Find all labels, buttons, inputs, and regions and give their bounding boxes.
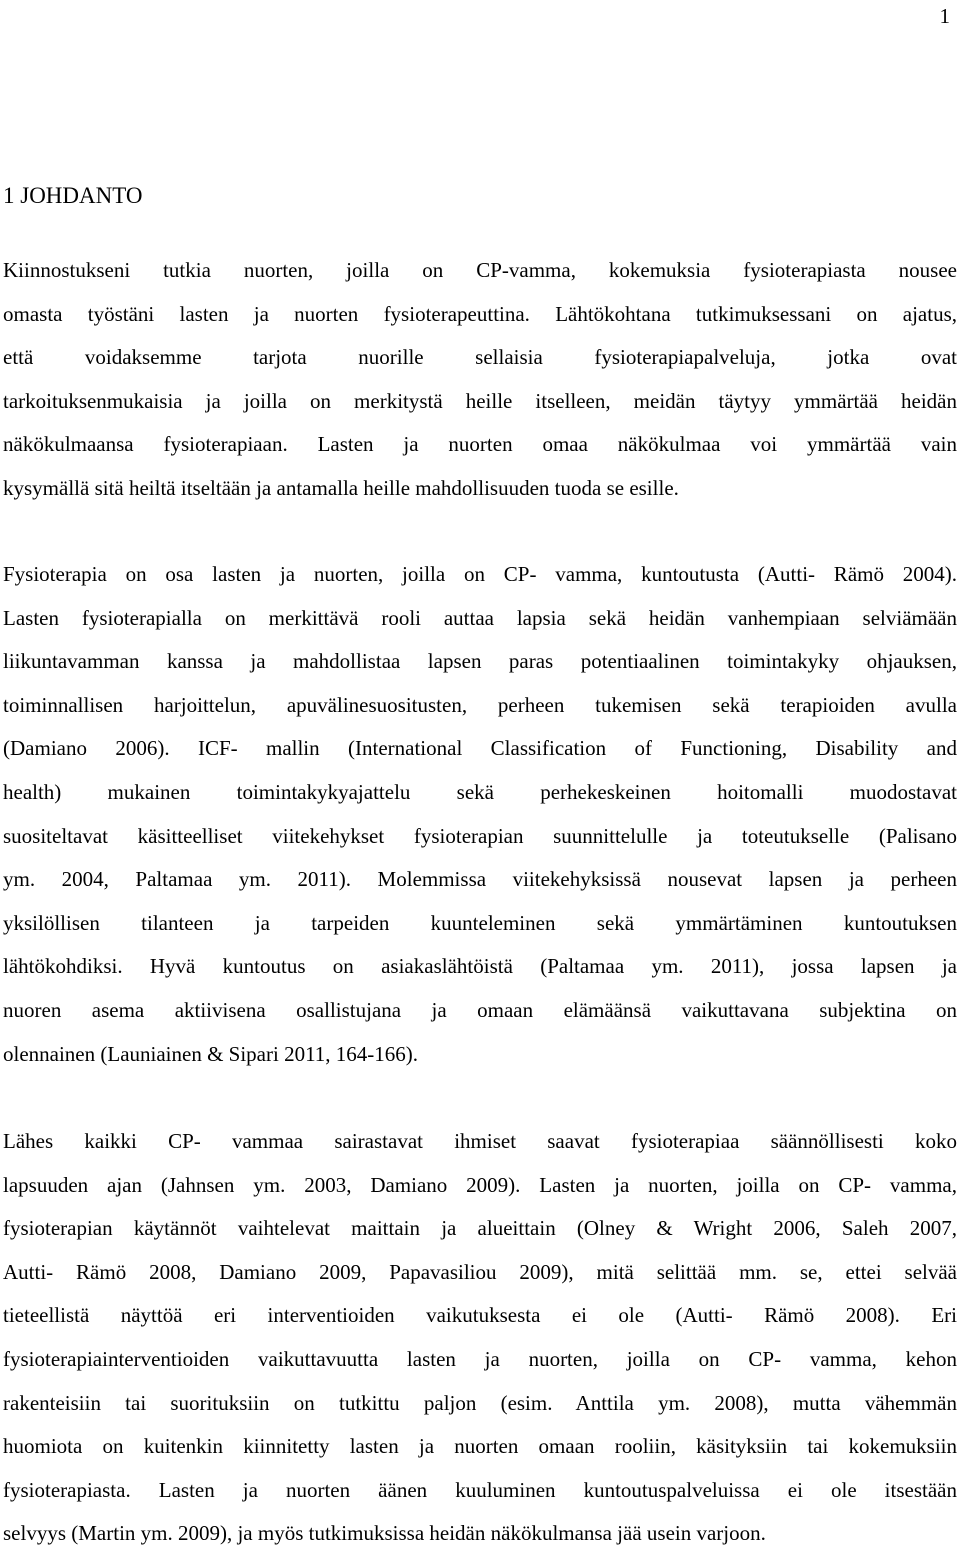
text-line: Kiinnostukseni tutkia nuorten, joilla on CP-vamma, kokemuksia fysioterapiasta nousee bbox=[3, 258, 957, 282]
chapter-heading: 1 JOHDANTO bbox=[3, 183, 143, 208]
text-line: fysioterapiainterventioiden vaikuttavuutta lasten ja nuorten, joilla on CP- vamma, kehon bbox=[3, 1346, 957, 1371]
text-line: olennainen (Launiainen & Sipari 2011, 164-166). bbox=[3, 1041, 419, 1066]
page-number: 1 bbox=[939, 4, 950, 28]
text-line: yksilöllisen tilanteen ja tarpeiden kuunteleminen sekä ymmärtäminen kuntoutuksen bbox=[3, 910, 957, 935]
paragraph-1 bbox=[3, 249, 957, 511]
text-line: että voidaksemme tarjota nuorille sellaisia fysioterapiapalveluja, jotka ovat bbox=[3, 345, 957, 370]
text-line: (Damiano 2006). ICF- mallin (International Classification of Functioning, Disability and bbox=[3, 736, 957, 761]
text-line: omasta työstäni lasten ja nuorten fysioterapeuttina. Lähtökohtana tutkimuksessani on ajatus, bbox=[3, 301, 957, 326]
text-line: Lähes kaikki CP- vammaa sairastavat ihmiset saavat fysioterapiaa säännöllisesti koko bbox=[3, 1129, 957, 1153]
text-line: lapsuuden ajan (Jahnsen ym. 2003, Damiano 2009). Lasten ja nuorten, joilla on CP- vamma, bbox=[3, 1172, 957, 1197]
text-line: ym. 2004, Paltamaa ym. 2011). Molemmissa viitekehyksissä nousevat lapsen ja perheen bbox=[3, 867, 957, 892]
text-line: Autti- Rämö 2008, Damiano 2009, Papavasiliou 2009), mitä selittää mm. se, ettei selvää bbox=[3, 1259, 957, 1284]
text-line: selvyys (Martin ym. 2009), ja myös tutkimuksissa heidän näkökulmansa jää usein varjoon. bbox=[3, 1521, 766, 1546]
text-line: toiminnallisen harjoittelun, apuvälinesuositusten, perheen tukemisen sekä terapioiden avulla bbox=[3, 692, 957, 717]
text-line: Lasten fysioterapialla on merkittävä rooli auttaa lapsia sekä heidän vanhempiaan selviämään bbox=[3, 605, 957, 630]
text-line: fysioterapiasta. Lasten ja nuorten äänen kuuluminen kuntoutuspalveluissa ei ole itsestään bbox=[3, 1477, 957, 1502]
paragraph-2 bbox=[3, 553, 957, 1076]
text-line: lähtökohdiksi. Hyvä kuntoutus on asiakaslähtöistä (Paltamaa ym. 2011), jossa lapsen ja bbox=[3, 954, 957, 979]
paragraph-3 bbox=[3, 1120, 957, 1556]
text-line: tarkoituksenmukaisia ja joilla on merkitystä heille itselleen, meidän täytyy ymmärtää heidän bbox=[3, 388, 957, 413]
text-line: nuoren asema aktiivisena osallistujana ja omaan elämäänsä vaikuttavana subjektina on bbox=[3, 997, 957, 1022]
text-line: liikuntavamman kanssa ja mahdollistaa lapsen paras potentiaalinen toimintakyky ohjauksen, bbox=[3, 649, 957, 674]
text-line: huomiota on kuitenkin kiinnitetty lasten ja nuorten omaan rooliin, käsityksiin tai kokemuksiin bbox=[3, 1434, 957, 1459]
text-line: Fysioterapia on osa lasten ja nuorten, joilla on CP- vamma, kuntoutusta (Autti- Rämö 2004). bbox=[3, 562, 957, 586]
text-line: tieteellistä näyttöä eri interventioiden vaikutuksesta ei ole (Autti- Rämö 2008). Eri bbox=[3, 1303, 957, 1328]
text-line: fysioterapian käytännöt vaihtelevat maittain ja alueittain (Olney & Wright 2006, Saleh 2007, bbox=[3, 1216, 957, 1241]
text-line: rakenteisiin tai suorituksiin on tutkittu paljon (esim. Anttila ym. 2008), mutta vähemmän bbox=[3, 1390, 957, 1415]
text-line: health) mukainen toimintakykyajattelu sekä perhekeskeinen hoitomalli muodostavat bbox=[3, 779, 957, 804]
text-line: näkökulmaansa fysioterapiaan. Lasten ja nuorten omaa näkökulmaa voi ymmärtää vain bbox=[3, 432, 957, 457]
text-line: kysymällä sitä heiltä itseltään ja antamalla heille mahdollisuuden tuoda se esille. bbox=[3, 475, 679, 500]
text-line: suositeltavat käsitteelliset viitekehykset fysioterapian suunnittelulle ja toteutukselle (Palisano bbox=[3, 823, 957, 848]
